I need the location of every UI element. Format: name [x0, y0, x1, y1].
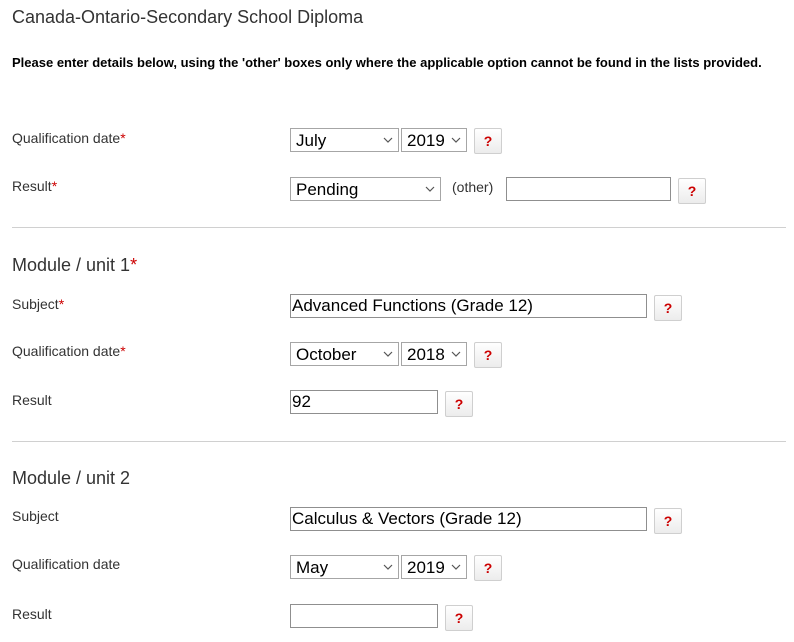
module-2-result-input[interactable]: [290, 604, 438, 628]
module-2-result-help-button[interactable]: ?: [445, 605, 473, 631]
module-2-date-help-button[interactable]: ?: [474, 555, 502, 581]
chevron-down-icon: [382, 560, 394, 574]
chevron-down-icon: [382, 347, 394, 361]
required-marker: *: [58, 296, 65, 312]
module-1-date-help-button[interactable]: ?: [474, 342, 502, 368]
qualification-date-label: Qualification date*: [12, 130, 126, 146]
module-2-year-select[interactable]: 2019: [401, 555, 467, 579]
module-1-heading: Module / unit 1*: [12, 255, 138, 275]
result-select[interactable]: Pending: [290, 177, 441, 201]
module-2-subject-label: Subject: [12, 508, 59, 524]
module-1-result-label: Result: [12, 392, 52, 408]
qualification-month-select[interactable]: July: [290, 128, 399, 152]
module-1-subject-input[interactable]: Advanced Functions (Grade 12): [290, 294, 647, 318]
module-2-date-label: Qualification date: [12, 556, 121, 572]
required-marker: *: [51, 178, 58, 194]
module-2-result-label: Result: [12, 606, 52, 622]
module-1-subject-label: Subject*: [12, 296, 65, 312]
result-help-button[interactable]: ?: [678, 178, 706, 204]
result-other-label: (other): [452, 179, 494, 195]
required-marker: *: [130, 255, 138, 275]
qualification-date-help-button[interactable]: ?: [474, 128, 502, 154]
result-label: Result*: [12, 178, 58, 194]
module-1-subject-help-button[interactable]: ?: [654, 295, 682, 321]
chevron-down-icon: [450, 133, 462, 147]
module-1-month-select[interactable]: October: [290, 342, 399, 366]
section-divider: [12, 441, 786, 442]
result-other-input[interactable]: [506, 177, 671, 201]
chevron-down-icon: [424, 182, 436, 196]
required-marker: *: [120, 343, 126, 359]
page-title: Canada-Ontario-Secondary School Diploma: [12, 7, 364, 27]
chevron-down-icon: [450, 560, 462, 574]
chevron-down-icon: [450, 347, 462, 361]
instructions-text: Please enter details below, using the 'other' boxes only where the applicable option cannot be found in the lists provided.: [12, 55, 762, 70]
module-1-date-label: Qualification date*: [12, 343, 126, 359]
chevron-down-icon: [382, 133, 394, 147]
module-2-subject-input[interactable]: Calculus & Vectors (Grade 12): [290, 507, 647, 531]
module-1-result-help-button[interactable]: ?: [445, 391, 473, 417]
module-2-subject-help-button[interactable]: ?: [654, 508, 682, 534]
module-2-heading: Module / unit 2: [12, 468, 131, 488]
module-1-year-select[interactable]: 2018: [401, 342, 467, 366]
module-2-month-select[interactable]: May: [290, 555, 399, 579]
module-1-result-input[interactable]: 92: [290, 390, 438, 414]
qualification-year-select[interactable]: 2019: [401, 128, 467, 152]
section-divider: [12, 227, 786, 228]
required-marker: *: [120, 130, 126, 146]
